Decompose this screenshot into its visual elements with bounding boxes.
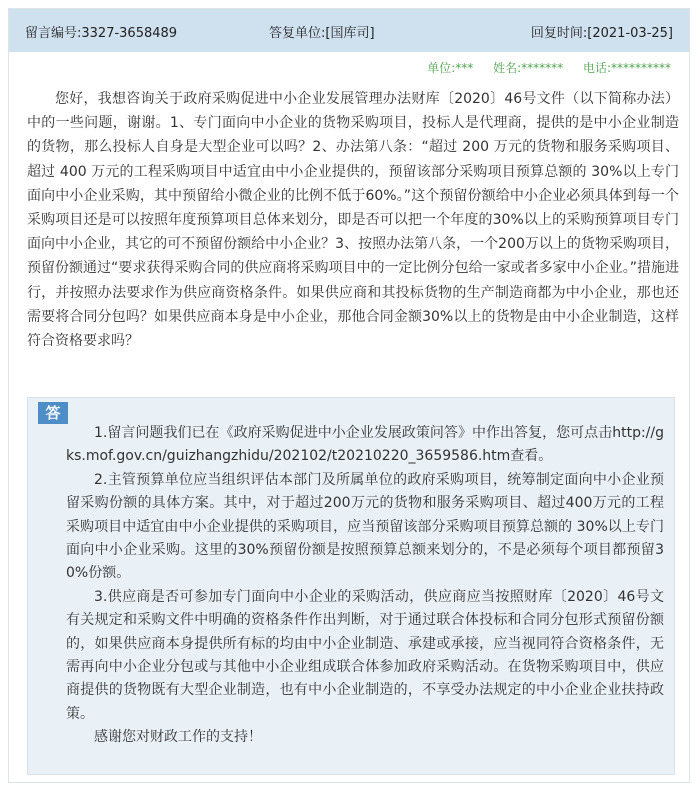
reply-unit: 答复单位:[国库司] xyxy=(269,26,375,41)
answer-paragraph-3: 3.供应商是否可参加专门面向中小企业的采购活动，供应商应当按照财库〔2020〕46号文有关规定和采购文件中明确的资格条件作出判断，对于通过联合体投标和合同分包形式预留份额的，如果供应商本身提供所有标的均由中小企业制造、承建或承接，应当视同符合资格条件，无需再向中小企业分包或与其他中小企业组成联合体参加政府采购活动。在货物采购项目中，供应商提供的货物既有大型企业制造，也有中小企业制造的，不享受办法规定的中小企业企业扶持政策。 xyxy=(66,588,664,722)
answer-body xyxy=(66,422,664,750)
answer-paragraph-1: 1.留言问题我们已在《政府采购促进中小企业发展政策问答》中作出答复，您可点击http://gks.mof.gov.cn/guizhangzhidu/202102/t20210220_3659586.htm查看。 xyxy=(66,425,664,465)
asker-unit: 单位:*** xyxy=(427,61,474,75)
answer-badge: 答 xyxy=(38,402,68,424)
message-header xyxy=(9,9,689,52)
question-text: 您好，我想咨询关于政府采购促进中小企业发展管理办法财库〔2020〕46号文件（以下简称办法）中的一些问题，谢谢。1、专门面向中小企业的货物采购项目，投标人是代理商，提供的是中小企业制造的货物，那么投标人自身是大型企业可以吗？2、办法第八条：“超过 200 万元的货物和服务采购项目、超过 400 万元的工程采购项目中适宜由中小企业提供的，预留该部分采购项目预算总额的 30%以上专门面向中小企业采购，其中预留给小微企业的比例不低于60%。”这个预留份额给中小企业必须具体到每一个采购项目还是可以按照年度预算项目总体来划分，即是否可以把一个年度的30%以上的采购预算项目专门面向中小企业，其它的可不预留份额给中小企业？3、按照办法第八条，一个200万以上的货物采购项目，预留份额通过“要求获得采购合同的供应商将采购项目中的一定比例分包给一家或者多家中小企业。”措施进行，并按照办法要求作为供应商资格条件。如果供应商和其投标货物的生产制造商都为中小企业，那也还需要将合同分包吗？如果供应商本身是中小企业，那他合同金额30%以上的货物是由中小企业制造，这样符合资格要求吗？ xyxy=(27,91,679,350)
message-id: 留言编号:3327-3658489 xyxy=(25,26,178,41)
answer-paragraph-2: 2.主管预算单位应当组织评估本部门及所属单位的政府采购项目，统筹制定面向中小企业预留采购份额的具体方案。其中，对于超过200万元的货物和服务采购项目、超过400万元的工程采购项目中适宜由中小企业提供的采购项目，应当预留该部分采购项目预算总额的 30%以上专门面向中小企业采购。这里的30%预留份额是按照预算总额来划分的，不是必须每个项目都预留30%份额。 xyxy=(66,471,664,582)
answer-box xyxy=(27,397,675,775)
answer-closing: 感谢您对财政工作的支持！ xyxy=(94,729,262,746)
asker-name: 姓名:******* xyxy=(493,61,564,75)
message-panel xyxy=(8,8,690,783)
asker-phone: 电话:********** xyxy=(582,61,671,75)
asker-meta xyxy=(411,59,671,76)
reply-time: 回复时间:[2021-03-25] xyxy=(530,26,673,41)
